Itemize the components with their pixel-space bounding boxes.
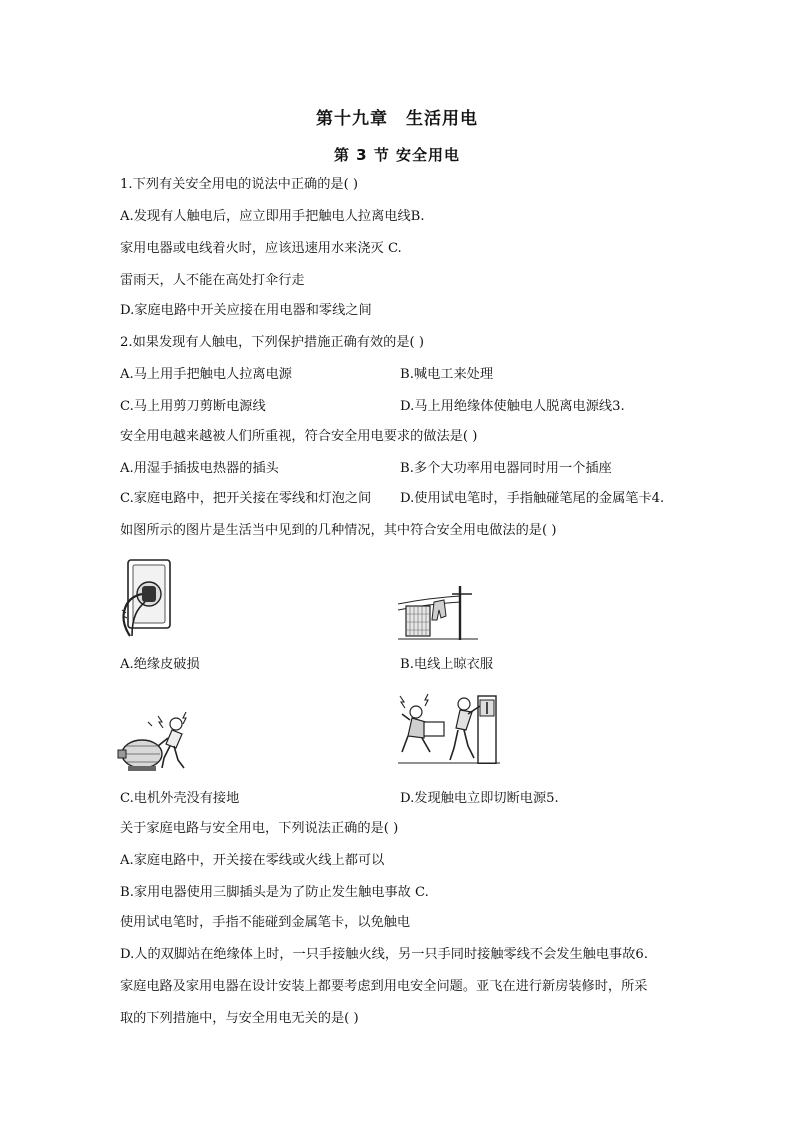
- q5-line-a: A.家庭电路中，开关接在零线或火线上都可以: [120, 853, 385, 868]
- q4-caption-b: B.电线上晾衣服: [400, 657, 494, 672]
- q2-option-d: D.马上用绝缘体使触电人脱离电源线3.: [400, 399, 625, 414]
- q1-line-d: D.家庭电路中开关应接在用电器和零线之间: [120, 303, 372, 318]
- q6-stem-line-1: 家庭电路及家用电器在设计安装上都要考虑到用电安全问题。亚飞在进行新房装修时，所采: [120, 979, 648, 994]
- q2-option-c: C.马上用剪刀剪断电源线: [120, 399, 266, 414]
- q4-caption-d: D.发现触电立即切断电源5.: [400, 791, 559, 806]
- q5-line-c: 使用试电笔时，手指不能碰到金属笔卡，以免触电: [120, 915, 411, 930]
- section-title: 第 3 节 安全用电: [333, 146, 461, 164]
- q2-option-b: B.喊电工来处理: [400, 367, 494, 382]
- q6-stem-line-2: 取的下列措施中，与安全用电无关的是( ): [120, 1011, 359, 1026]
- figure-c-ungrounded-motor: [114, 712, 198, 774]
- q3-option-d: D.使用试电笔时，手指触碰笔尾的金属笔卡4.: [400, 491, 665, 506]
- q4-stem: 如图所示的图片是生活当中见到的几种情况，其中符合安全用电做法的是( ): [120, 523, 557, 538]
- q1-line-b: 家用电器或电线着火时，应该迅速用水来浇灭 C.: [120, 241, 402, 256]
- q1-line-a: A.发现有人触电后，应立即用手把触电人拉离电线B.: [120, 209, 425, 224]
- q5-line-b: B.家用电器使用三脚插头是为了防止发生触电事故 C.: [120, 885, 429, 900]
- q3-option-a: A.用湿手插拔电热器的插头: [120, 461, 279, 476]
- chapter-title: 第十九章 生活用电: [316, 109, 478, 129]
- figure-b-clothes-on-wire: [398, 584, 478, 640]
- q5-stem: 关于家庭电路与安全用电，下列说法正确的是( ): [120, 821, 399, 836]
- figure-a-damaged-insulation: [118, 558, 174, 638]
- q2-option-a: A.马上用手把触电人拉离电源: [120, 367, 292, 382]
- q3-option-b: B.多个大功率用电器同时用一个插座: [400, 461, 612, 476]
- q1-line-c: 雷雨天，人不能在高处打伞行走: [120, 273, 305, 288]
- q2-stem: 2.如果发现有人触电，下列保护措施正确有效的是( ): [120, 335, 424, 350]
- q3-option-c: C.家庭电路中，把开关接在零线和灯泡之间: [120, 491, 372, 506]
- figure-d-cut-power: [398, 690, 500, 764]
- q4-caption-c: C.电机外壳没有接地: [120, 791, 240, 806]
- q4-caption-a: A.绝缘皮破损: [120, 657, 200, 672]
- q1-stem: 1.下列有关安全用电的说法中正确的是( ): [120, 177, 359, 192]
- q3-stem: 安全用电越来越被人们所重视，符合安全用电要求的做法是( ): [120, 429, 478, 444]
- q5-line-d: D.人的双脚站在绝缘体上时，一只手接触火线，另一只手同时接触零线不会发生触电事故6.: [120, 947, 648, 962]
